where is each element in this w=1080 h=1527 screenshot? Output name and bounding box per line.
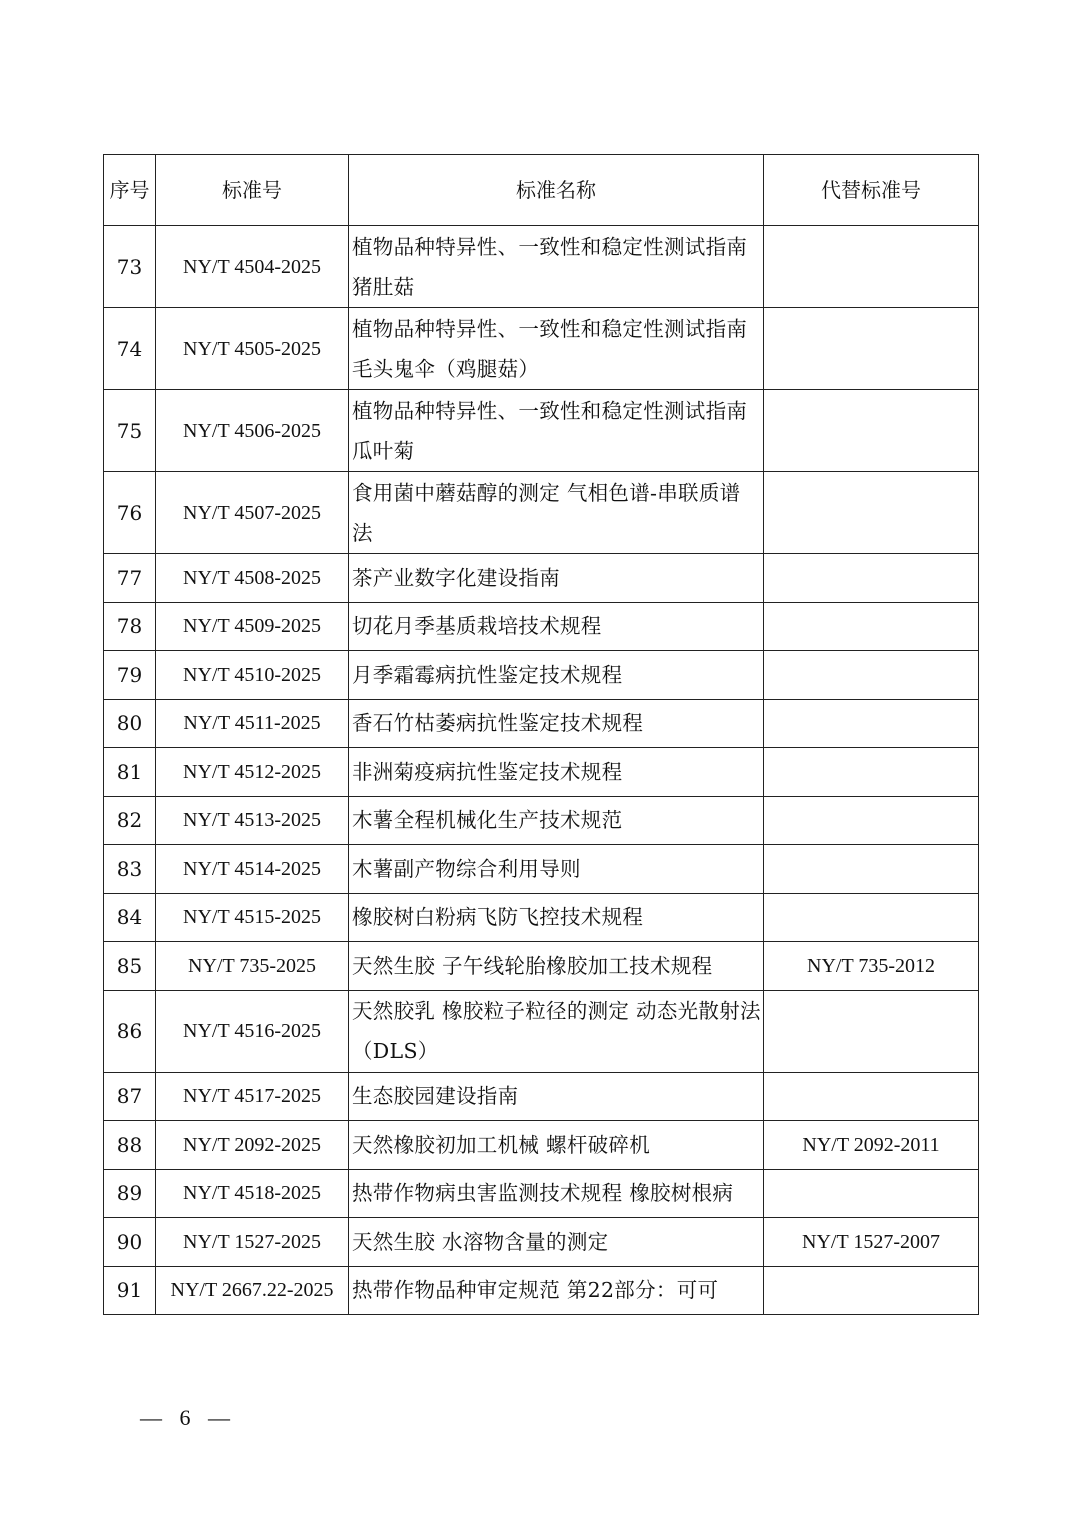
row-replaced-standard xyxy=(764,651,979,700)
row-index: 85 xyxy=(104,942,156,991)
row-standard-number: NY/T 4508-2025 xyxy=(156,554,349,603)
table-row xyxy=(104,1266,979,1315)
row-index: 86 xyxy=(104,990,156,1072)
row-index: 80 xyxy=(104,699,156,748)
row-index: 91 xyxy=(104,1266,156,1315)
row-standard-number: NY/T 4512-2025 xyxy=(156,748,349,797)
row-replaced-standard xyxy=(764,226,979,308)
table-row xyxy=(104,845,979,894)
row-index: 84 xyxy=(104,893,156,942)
table-header-row xyxy=(104,155,979,226)
table-row xyxy=(104,472,979,554)
table-row xyxy=(104,390,979,472)
table-row xyxy=(104,990,979,1072)
row-standard-name: 热带作物品种审定规范 第22部分：可可 xyxy=(349,1266,764,1315)
row-index: 74 xyxy=(104,308,156,390)
row-replaced-standard xyxy=(764,308,979,390)
page-number: — 6 — xyxy=(140,1405,236,1430)
row-index: 76 xyxy=(104,472,156,554)
row-index: 88 xyxy=(104,1121,156,1170)
table-row xyxy=(104,308,979,390)
row-standard-number: NY/T 2667.22-2025 xyxy=(156,1266,349,1315)
row-standard-number: NY/T 4515-2025 xyxy=(156,893,349,942)
row-standard-name: 植物品种特异性、一致性和稳定性测试指南猪肚菇 xyxy=(349,226,764,308)
row-standard-name: 香石竹枯萎病抗性鉴定技术规程 xyxy=(349,699,764,748)
row-standard-number: NY/T 4507-2025 xyxy=(156,472,349,554)
row-standard-number: NY/T 2092-2025 xyxy=(156,1121,349,1170)
row-standard-name: 天然生胶 水溶物含量的测定 xyxy=(349,1218,764,1267)
table-row xyxy=(104,1072,979,1121)
row-standard-name: 天然生胶 子午线轮胎橡胶加工技术规程 xyxy=(349,942,764,991)
table-row xyxy=(104,748,979,797)
header-standard-name: 标准名称 xyxy=(349,155,764,226)
table-row xyxy=(104,1169,979,1218)
row-replaced-standard xyxy=(764,1072,979,1121)
row-standard-name: 木薯全程机械化生产技术规范 xyxy=(349,796,764,845)
row-standard-number: NY/T 4510-2025 xyxy=(156,651,349,700)
row-standard-name: 植物品种特异性、一致性和稳定性测试指南瓜叶菊 xyxy=(349,390,764,472)
row-standard-name: 非洲菊疫病抗性鉴定技术规程 xyxy=(349,748,764,797)
header-replaced-standard: 代替标准号 xyxy=(764,155,979,226)
row-index: 83 xyxy=(104,845,156,894)
table-row xyxy=(104,602,979,651)
row-index: 82 xyxy=(104,796,156,845)
row-standard-name: 热带作物病虫害监测技术规程 橡胶树根病 xyxy=(349,1169,764,1218)
table-row xyxy=(104,942,979,991)
row-replaced-standard xyxy=(764,554,979,603)
standards-table xyxy=(103,154,979,1315)
row-index: 87 xyxy=(104,1072,156,1121)
row-standard-number: NY/T 4504-2025 xyxy=(156,226,349,308)
table-row xyxy=(104,893,979,942)
table-row xyxy=(104,796,979,845)
table-row xyxy=(104,226,979,308)
row-index: 89 xyxy=(104,1169,156,1218)
row-index: 77 xyxy=(104,554,156,603)
table-body xyxy=(104,226,979,1315)
row-replaced-standard xyxy=(764,1169,979,1218)
row-standard-number: NY/T 1527-2025 xyxy=(156,1218,349,1267)
row-index: 75 xyxy=(104,390,156,472)
row-standard-number: NY/T 4517-2025 xyxy=(156,1072,349,1121)
row-index: 73 xyxy=(104,226,156,308)
row-replaced-standard xyxy=(764,796,979,845)
row-replaced-standard xyxy=(764,602,979,651)
table-row xyxy=(104,1218,979,1267)
row-standard-number: NY/T 4511-2025 xyxy=(156,699,349,748)
row-standard-name: 切花月季基质栽培技术规程 xyxy=(349,602,764,651)
row-standard-number: NY/T 4514-2025 xyxy=(156,845,349,894)
row-standard-name: 天然胶乳 橡胶粒子粒径的测定 动态光散射法（DLS） xyxy=(349,990,764,1072)
table-row xyxy=(104,1121,979,1170)
row-standard-name: 月季霜霉病抗性鉴定技术规程 xyxy=(349,651,764,700)
row-standard-number: NY/T 735-2025 xyxy=(156,942,349,991)
row-standard-number: NY/T 4509-2025 xyxy=(156,602,349,651)
row-replaced-standard xyxy=(764,699,979,748)
row-standard-name: 生态胶园建设指南 xyxy=(349,1072,764,1121)
row-index: 81 xyxy=(104,748,156,797)
row-replaced-standard xyxy=(764,893,979,942)
row-standard-number: NY/T 4505-2025 xyxy=(156,308,349,390)
header-standard-number: 标准号 xyxy=(156,155,349,226)
row-index: 78 xyxy=(104,602,156,651)
row-standard-number: NY/T 4518-2025 xyxy=(156,1169,349,1218)
row-replaced-standard xyxy=(764,472,979,554)
row-replaced-standard: NY/T 2092-2011 xyxy=(764,1121,979,1170)
table-row xyxy=(104,651,979,700)
row-standard-number: NY/T 4513-2025 xyxy=(156,796,349,845)
row-index: 90 xyxy=(104,1218,156,1267)
row-standard-name: 木薯副产物综合利用导则 xyxy=(349,845,764,894)
row-replaced-standard xyxy=(764,845,979,894)
row-replaced-standard xyxy=(764,990,979,1072)
row-standard-name: 食用菌中蘑菇醇的测定 气相色谱-串联质谱法 xyxy=(349,472,764,554)
row-replaced-standard xyxy=(764,748,979,797)
table-row xyxy=(104,554,979,603)
row-standard-number: NY/T 4516-2025 xyxy=(156,990,349,1072)
row-standard-name: 橡胶树白粉病飞防飞控技术规程 xyxy=(349,893,764,942)
row-replaced-standard: NY/T 1527-2007 xyxy=(764,1218,979,1267)
header-index: 序号 xyxy=(104,155,156,226)
row-replaced-standard: NY/T 735-2012 xyxy=(764,942,979,991)
row-index: 79 xyxy=(104,651,156,700)
row-standard-name: 天然橡胶初加工机械 螺杆破碎机 xyxy=(349,1121,764,1170)
row-replaced-standard xyxy=(764,1266,979,1315)
table-row xyxy=(104,699,979,748)
row-standard-number: NY/T 4506-2025 xyxy=(156,390,349,472)
row-replaced-standard xyxy=(764,390,979,472)
row-standard-name: 植物品种特异性、一致性和稳定性测试指南毛头鬼伞（鸡腿菇） xyxy=(349,308,764,390)
row-standard-name: 茶产业数字化建设指南 xyxy=(349,554,764,603)
